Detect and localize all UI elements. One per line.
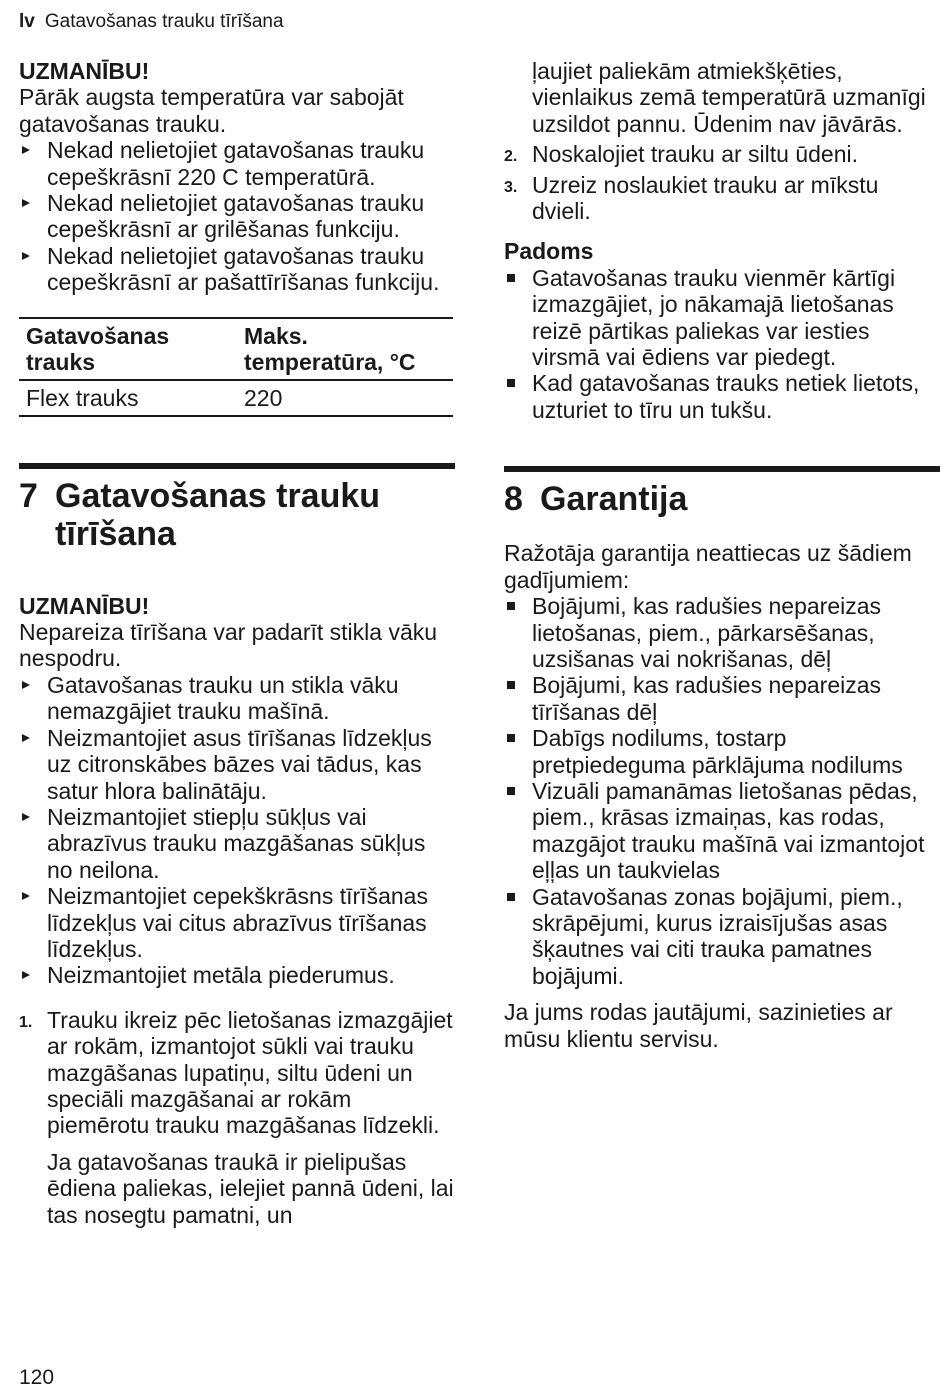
tips-title: Padoms [504, 238, 594, 265]
step-text: Noskalojiet trauku ar siltu ūdeni. [532, 141, 858, 168]
cleaning-steps [19, 1007, 455, 1228]
step-item [504, 172, 940, 225]
warning-item: Neizmantojiet metāla piederumus. [19, 962, 455, 988]
cleaning-steps-continued [504, 141, 940, 224]
warning-title: UZMANĪBU! [19, 58, 150, 84]
warning-text: Nepareiza tīrīšana var padarīt stikla vāku nespodru. [19, 619, 438, 672]
language-code: lv [19, 11, 35, 32]
warning-list [19, 672, 455, 989]
section-8 [504, 466, 940, 1052]
table-header-row [19, 318, 453, 380]
step-text: Trauku ikreiz pēc lietošanas izmazgājiet ar rokām, izmantojot sūkli vai trauku mazgāšanas lupatiņu, siltu ūdeni un speciāli mazgāšanai ar rokām piemērotu trauku mazgāšanas līdzekli. [47, 1006, 453, 1139]
warning-item: Nekad nelietojiet gatavošanas trauku cepeškrāsnī 220 C temperatūrā. [19, 137, 455, 190]
warning-item: Nekad nelietojiet gatavošanas trauku cepeškrāsnī ar grilēšanas funkciju. [19, 190, 455, 243]
warning-text: Pārāk augsta temperatūra var sabojāt gatavošanas trauku. [19, 84, 404, 137]
warranty-exclusion-item: Bojājumi, kas radušies nepareizas lietošanas, piem., pārkarsēšanas, uzsišanas vai nokrišanas, dēļ [504, 593, 940, 672]
step-text: Uzreiz noslaukiet trauku ar mīkstu dvieli. [532, 171, 879, 225]
temperature-table [19, 317, 453, 417]
section-number: 8 [504, 480, 523, 519]
section-8-heading [504, 480, 940, 518]
page-number: 120 [19, 1366, 55, 1389]
page-header [19, 10, 284, 34]
warning-cleaning [19, 593, 455, 989]
table-cell: Flex trauks [26, 384, 139, 411]
section-title: Garantija [540, 480, 688, 519]
table-header-cookware: Gatavošanas trauks [26, 322, 170, 375]
step-item [504, 141, 940, 167]
warning-item: Gatavošanas trauku un stikla vāku nemazgājiet trauku mašīnā. [19, 672, 455, 725]
warning-title: UZMANĪBU! [19, 592, 150, 619]
warning-list [19, 137, 455, 295]
tip-item: Kad gatavošanas trauks netiek lietots, uzturiet to tīru un tukšu. [504, 370, 940, 423]
warning-item: Neizmantojiet asus tīrīšanas līdzekļus uz citronskābes bāzes vai tādus, kas satur hlora balinātāju. [19, 725, 455, 804]
warning-item: Neizmantojiet stiepļu sūkļus vai abrazīvus trauku mazgāšanas sūkļus no neilona. [19, 804, 455, 883]
warranty-exclusion-item: Bojājumi, kas radušies nepareizas tīrīšanas dēļ [504, 672, 940, 725]
step-number: 2. [504, 148, 518, 166]
step-text-continued: Ja gatavošanas traukā ir pielipušas ēdiena paliekas, ielejiet pannā ūdeni, lai tas nosegtu pamatni, un [47, 1148, 454, 1228]
table-cell: 220 [244, 384, 283, 411]
step-continuation: ļaujiet paliekām atmiekšķēties, vienlaikus zemā temperatūrā uzmanīgi uzsildot pannu. Ūdenim nav jāvārās. [532, 58, 926, 137]
right-column [504, 58, 940, 1052]
left-column [19, 58, 455, 1228]
tip-item: Gatavošanas trauku vienmēr kārtīgi izmazgājiet, jo nākamajā lietošanas reizē pārtikas paliekas var iesties virsmā vai ēdiens var piedegt. [504, 265, 940, 371]
warranty-exclusions-list [504, 593, 940, 989]
section-7 [19, 463, 455, 1228]
warranty-exclusion-item: Gatavošanas zonas bojājumi, piem., skrāpējumi, kurus izraisījušas asas šķautnes vai citi trauka pamatnes bojājumi. [504, 884, 940, 990]
table-header-max-temp: Maks. temperatūra, °C [244, 322, 416, 375]
tips-list [504, 265, 940, 423]
warranty-exclusion-item: Vizuāli pamanāmas lietošanas pēdas, piem., krāsas izmaiņas, kas rodas, mazgājot trauku mašīnā vai izmantojot eļļas un taukvielas [504, 778, 940, 884]
section-7-heading [19, 477, 455, 553]
section-title: Gatavošanas trauku tīrīšana [55, 476, 381, 553]
warning-item: Nekad nelietojiet gatavošanas trauku cepeškrāsnī ar pašattīrīšanas funkciju. [19, 243, 455, 296]
header-title: Gatavošanas trauku tīrīšana [44, 11, 284, 32]
section-number: 7 [19, 476, 38, 515]
step-number: 3. [504, 178, 518, 196]
step-item [19, 1007, 455, 1228]
warning-item: Neizmantojiet cepekškrāsns tīrīšanas līdzekļus vai citus abrazīvus tīrīšanas līdzekļus. [19, 883, 455, 962]
table-row [19, 380, 453, 416]
tips-block [504, 238, 940, 423]
warranty-intro: Ražotāja garantija neattiecas uz šādiem gadījumiem: [504, 540, 912, 593]
warranty-exclusion-item: Dabīgs nodilums, tostarp pretpiedeguma pārklājuma nodilums [504, 725, 940, 778]
warranty-contact-text: Ja jums rodas jautājumi, sazinieties ar mūsu klientu servisu. [504, 999, 893, 1052]
warning-temperature [19, 58, 455, 296]
step-number: 1. [19, 1013, 33, 1031]
